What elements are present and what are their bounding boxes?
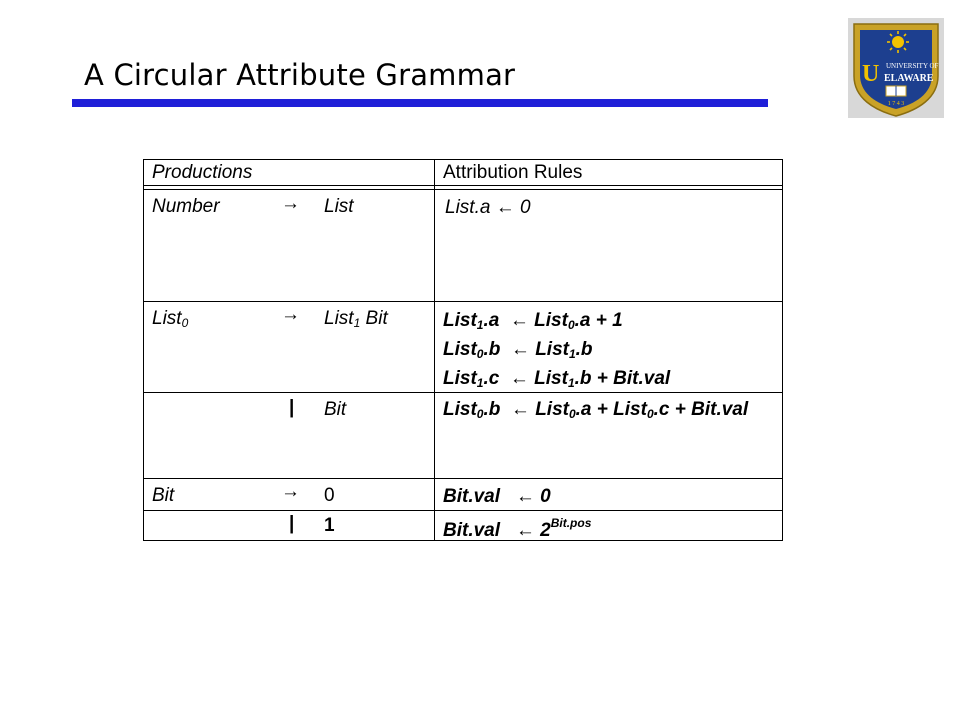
row1-rule-1: List.a ← 0 bbox=[445, 197, 531, 218]
row5-rule-1: Bit.val ← $2^{Bit.pos}$ bbox=[443, 516, 592, 541]
grammar-table-content bbox=[143, 159, 783, 541]
row1-lhs: Number bbox=[152, 196, 220, 217]
university-logo bbox=[848, 18, 944, 118]
row2-rule-2: List$_0$.b ← List$_1$.b bbox=[443, 339, 593, 361]
book-icon bbox=[886, 86, 906, 96]
logo-text-line2: ELAWARE bbox=[884, 73, 934, 84]
slide-title: A Circular Attribute Grammar bbox=[84, 58, 516, 92]
row4-rule-1: Bit.val ← 0 bbox=[443, 486, 551, 507]
logo-text-line1: UNIVERSITY OF bbox=[886, 62, 939, 70]
header-productions: Productions bbox=[152, 162, 253, 183]
logo-year: 1 7 4 3 bbox=[887, 101, 905, 107]
svg-text:U: U bbox=[862, 61, 880, 87]
row4-arrow-icon: → bbox=[281, 481, 300, 502]
row2-rule-3: List$_1$.c ← List$_1$.b + Bit.val bbox=[443, 368, 671, 390]
row4-lhs: Bit bbox=[152, 485, 175, 506]
row5-rhs: 1 bbox=[324, 515, 335, 536]
row2-rhs: List$_1$ Bit bbox=[324, 308, 388, 330]
row5-alternative-bar: | bbox=[289, 513, 295, 534]
row2-arrow-icon: → bbox=[281, 304, 300, 325]
header-attribution-rules: Attribution Rules bbox=[443, 162, 583, 183]
row1-arrow-icon: → bbox=[281, 193, 300, 214]
row1-rhs: List bbox=[324, 196, 354, 217]
row2-lhs: List$_0$ bbox=[152, 308, 189, 330]
row3-rule-1: List$_0$.b ← List$_0$.a + List$_0$.c + Bit.val bbox=[443, 399, 749, 421]
title-underline bbox=[72, 99, 768, 107]
row4-rhs: 0 bbox=[324, 485, 335, 506]
row3-rhs: Bit bbox=[324, 399, 347, 420]
row3-alternative-bar: | bbox=[289, 397, 295, 418]
row2-rule-1: List$_1$.a ← List$_0$.a + 1 bbox=[443, 310, 623, 332]
